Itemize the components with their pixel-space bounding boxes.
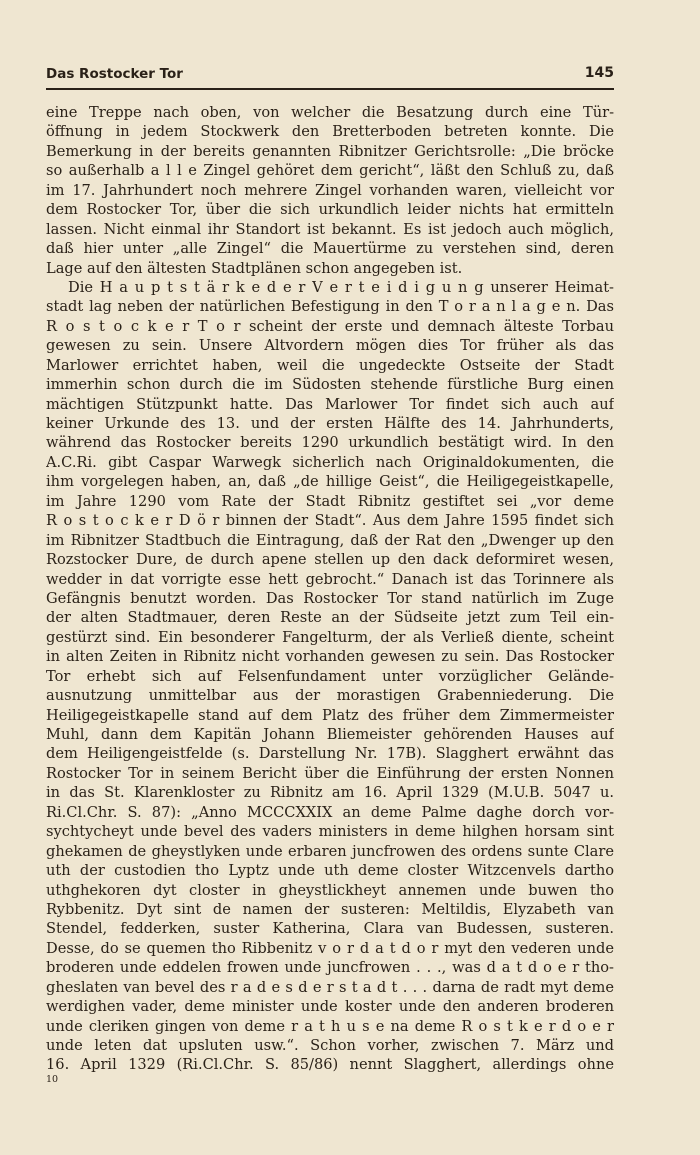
text-line: ausnutzung unmittelbar aus der morastigen Grabenniederung. Die xyxy=(46,687,614,705)
text-line: Muhl, dann dem Kapitän Johann Bliemeister gehörenden Hauses auf xyxy=(46,726,614,743)
text-line: unde leten dat upsluten usw.“. Schon vorher, zwischen 7. März und xyxy=(46,1037,614,1054)
text-line: stadt lag neben der natürlichen Befestigung in den T o r a n l a g e n. Das xyxy=(46,298,614,316)
text-line: gestürzt sind. Ein besonderer Fangelturm, der als Verließ diente, scheint xyxy=(46,628,614,646)
text-line: Desse, do se quemen tho Ribbenitz v o r d a t d o r myt den vederen unde xyxy=(46,939,614,957)
text-line: wedder in dat vorrigte esse hett gebrocht.“ Danach ist das Torinnere als xyxy=(46,570,614,588)
text-line: in alten Zeiten in Ribnitz nicht vorhanden gewesen zu sein. Das Rostocker xyxy=(46,648,614,666)
running-title: Das Rostocker Tor xyxy=(46,66,183,82)
text-line: dem Rostocker Tor, über die sich urkundlich leider nichts hat ermitteln xyxy=(46,201,614,219)
text-line: unde cleriken gingen von deme r a t h u s e na deme R o s t k e r d o e r xyxy=(46,1017,614,1035)
page-number: 145 xyxy=(584,65,614,81)
text-line: im Ribnitzer Stadtbuch die Eintragung, daß der Rat den „Dwenger up den xyxy=(46,531,614,549)
text-line: öffnung in jedem Stockwerk den Bretterboden betreten konnte. Die xyxy=(46,123,614,141)
text-line: werdighen vader, deme minister unde koster unde den anderen broderen xyxy=(46,998,614,1016)
text-line: uthghekoren dyt closter in gheystlickheyt annemen unde buwen tho xyxy=(46,881,614,899)
text-line: eine Treppe nach oben, von welcher die Besatzung durch eine Tür- xyxy=(46,104,614,121)
text-line: immerhin schon durch die im Südosten stehende fürstliche Burg einen xyxy=(46,376,614,394)
text-line: Stendel, fedderken, suster Katherina, Clara van Budessen, susteren. xyxy=(46,920,614,938)
text-line: Ri.Cl.Chr. S. 87): „Anno MCCCXXIX an deme Palme daghe dorch vor- xyxy=(46,803,614,821)
text-line: Tor erhebt sich auf Felsenfundament unter vorzüglicher Gelände- xyxy=(46,667,614,685)
text-line: gewesen zu sein. Unsere Altvordern mögen dies Tor früher als das xyxy=(46,337,614,355)
text-line: Rybbenitz. Dyt sint de namen der susteren: Meltildis, Elyzabeth van xyxy=(46,900,614,918)
printer-signature-mark: 10 xyxy=(46,1074,59,1085)
text-line: Lage auf den ältesten Stadtplänen schon angegeben ist. xyxy=(46,259,463,277)
text-line: im Jahre 1290 vom Rate der Stadt Ribnitz gestiftet sei „vor deme xyxy=(46,492,614,510)
text-line: Rozstocker Dure, de durch apene stellen up den dack deformiret wesen, xyxy=(46,551,614,569)
text-line: Rostocker Tor in seinem Bericht über die Einführung der ersten Nonnen xyxy=(46,764,614,782)
text-line: R o s t o c k e r T o r scheint der erste und demnach älteste Torbau xyxy=(46,317,614,335)
text-line: während das Rostocker bereits 1290 urkundlich bestätigt wird. In den xyxy=(46,434,614,452)
text-line: Die H a u p t s t ä r k e d e r V e r t e i d i g u n g unserer Heimat- xyxy=(68,278,614,296)
text-line: A.C.Ri. gibt Caspar Warwegk sicherlich nach Originaldokumenten, die xyxy=(46,453,614,471)
text-line: keiner Urkunde des 13. und der ersten Hälfte des 14. Jahrhunderts, xyxy=(46,415,614,432)
text-line: im 17. Jahrhundert noch mehrere Zingel vorhanden waren, vielleicht vor xyxy=(46,181,614,199)
text-line: ihm vorgelegen haben, an, daß „de hillige Geist“, die Heiligegeistkapelle, xyxy=(46,473,614,491)
text-line: 16. April 1329 (Ri.Cl.Chr. S. 85/86) nennt Slagghert, allerdings ohne xyxy=(46,1056,614,1074)
text-line: broderen unde eddelen frowen unde juncfrowen . . ., was d a t d o e r tho- xyxy=(46,959,614,977)
text-line: Marlower errichtet haben, weil die ungedeckte Ostseite der Stadt xyxy=(46,356,614,374)
text-line: Heiligegeistkapelle stand auf dem Platz des früher dem Zimmermeister xyxy=(46,706,614,724)
text-line: Bemerkung in der bereits genannten Ribnitzer Gerichtsrolle: „Die bröcke xyxy=(46,142,614,160)
text-line: der alten Stadtmauer, deren Reste an der Südseite jetzt zum Teil ein- xyxy=(46,609,614,627)
body-text xyxy=(46,103,614,1075)
text-line: R o s t o c k e r D ö r binnen der Stadt“. Aus dem Jahre 1595 findet sich xyxy=(46,512,614,530)
header-rule xyxy=(46,88,614,90)
text-line: lassen. Nicht einmal ihr Standort ist bekannt. Es ist jedoch auch möglich, xyxy=(46,220,614,238)
text-line: sychtycheyt unde bevel des vaders ministers in deme hilghen horsam sint xyxy=(46,823,614,841)
text-line: in das St. Klarenkloster zu Ribnitz am 16. April 1329 (M.U.B. 5047 u. xyxy=(46,784,614,802)
text-line: ghekamen de gheystlyken unde erbaren juncfrowen des ordens sunte Clare xyxy=(46,842,614,860)
text-line: Gefängnis benutzt worden. Das Rostocker Tor stand natürlich im Zuge xyxy=(46,589,614,607)
text-line: dem Heiligengeistfelde (s. Darstellung Nr. 17B). Slagghert erwähnt das xyxy=(46,745,614,763)
text-line: daß hier unter „alle Zingel“ die Mauertürme zu verstehen sind, deren xyxy=(46,240,614,258)
text-line: so außerhalb a l l e Zingel gehöret dem gericht“, läßt den Schluß zu, daß xyxy=(46,162,614,180)
text-line: gheslaten van bevel des r a d e s d e r s t a d t . . . darna de radt myt deme xyxy=(46,978,614,996)
page-header xyxy=(46,64,614,86)
text-line: mächtigen Stützpunkt hatte. Das Marlower Tor findet sich auch auf xyxy=(46,395,614,413)
text-line: uth der custodien tho Lyptz unde uth deme closter Witzcenvels dartho xyxy=(46,862,614,880)
